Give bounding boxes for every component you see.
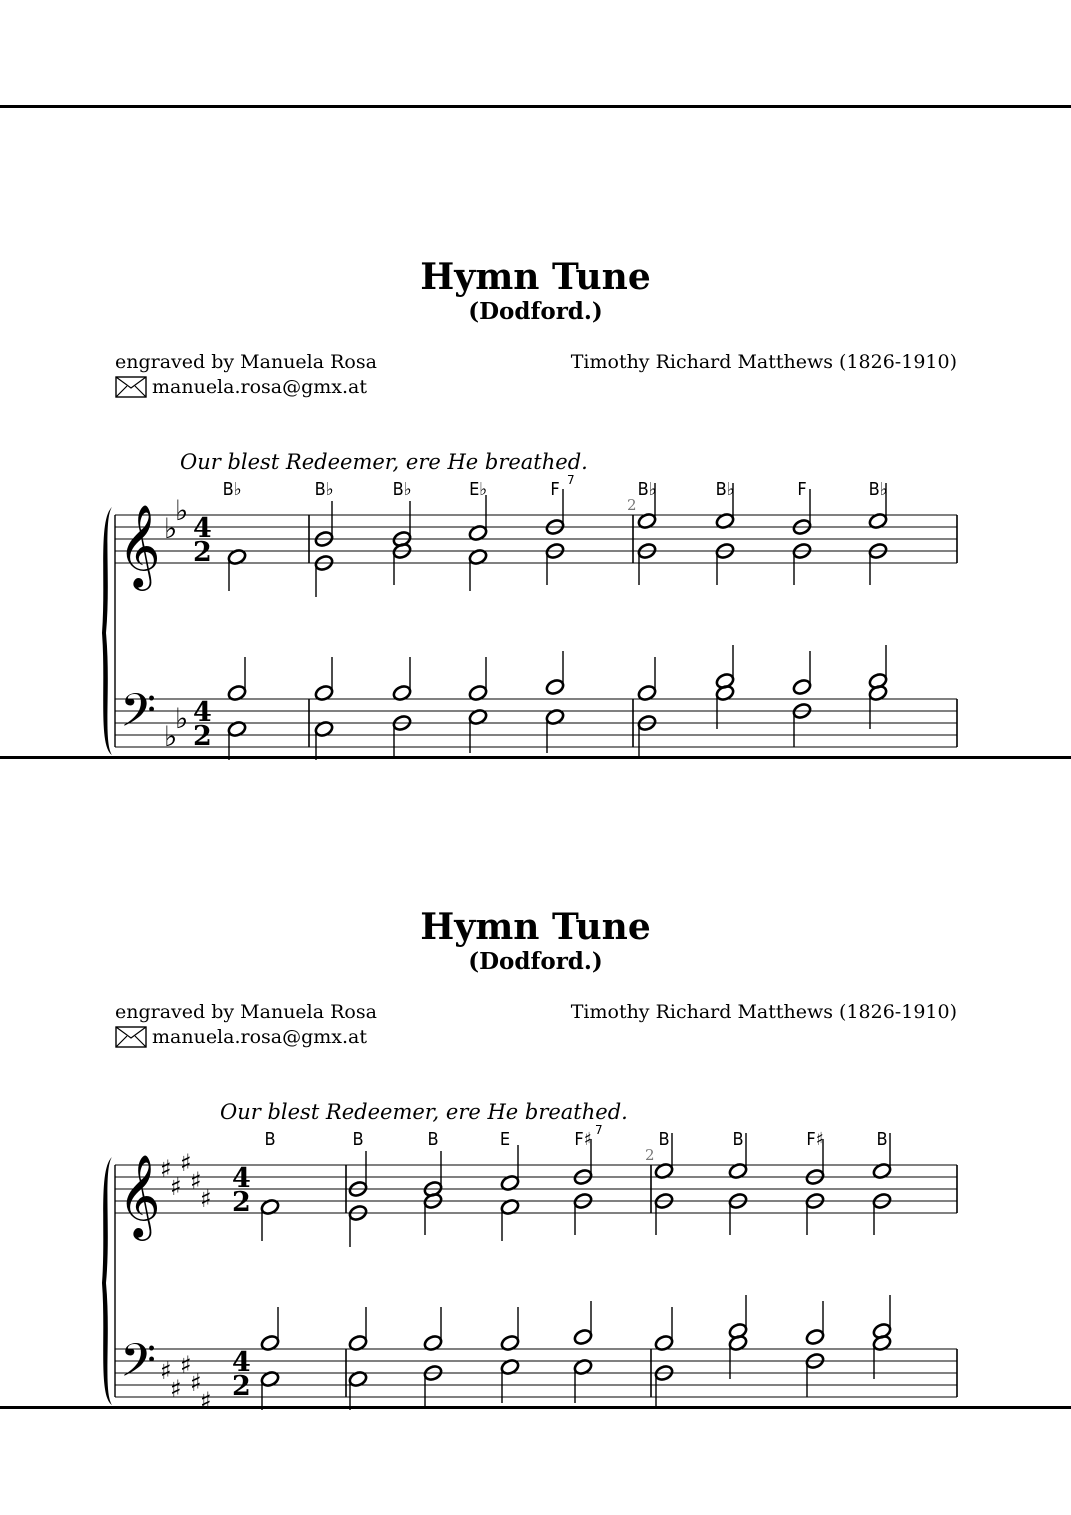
sharp-accidental: ♯ (170, 1375, 182, 1403)
lyric-text: Our blest Redeemer, ere He breathed. (220, 1100, 628, 1124)
score-title: Hymn Tune (420, 256, 651, 298)
email-address[interactable]: manuela.rosa@gmx.at (152, 1026, 368, 1048)
chord-symbol: B (352, 1129, 364, 1150)
score-section-2 (0, 760, 1071, 1410)
chord-symbol: B♭ (222, 479, 242, 500)
divider-line (0, 105, 1071, 108)
email-address[interactable]: manuela.rosa@gmx.at (152, 376, 368, 398)
sharp-accidental: ♯ (160, 1155, 172, 1183)
score-subtitle: (Dodford.) (468, 298, 603, 325)
chord-symbol: B (264, 1129, 276, 1150)
chord-symbol: F♯ (574, 1129, 592, 1150)
time-signature-top: 4 (232, 1347, 251, 1378)
chord-symbol: B (732, 1129, 744, 1150)
half-note (805, 1328, 825, 1346)
sharp-accidental: ♯ (180, 1351, 192, 1379)
music-system (0, 760, 1071, 1410)
chord-symbol: F (550, 479, 560, 500)
chord-superscript: 7 (595, 1123, 603, 1137)
lyric-text: Our blest Redeemer, ere He breathed. (180, 450, 588, 474)
flat-accidental: ♭ (164, 720, 178, 753)
chord-symbol: F♯ (806, 1129, 824, 1150)
time-signature-bottom: 2 (232, 1371, 251, 1402)
sharp-accidental: ♯ (200, 1387, 212, 1410)
time-signature-top: 4 (193, 697, 212, 728)
chord-symbol: B♭ (868, 479, 888, 500)
chord-symbol: B♭ (715, 479, 735, 500)
half-note (792, 678, 812, 696)
time-signature-top: 4 (232, 1163, 251, 1194)
time-signature-bottom: 2 (232, 1187, 251, 1218)
flat-accidental: ♭ (175, 702, 189, 735)
composer-credit: Timothy Richard Matthews (1826-1910) (570, 351, 957, 373)
half-note (573, 1328, 593, 1346)
time-signature-bottom: 2 (193, 537, 212, 568)
composer-credit: Timothy Richard Matthews (1826-1910) (570, 1001, 957, 1023)
sharp-accidental: ♯ (200, 1185, 212, 1213)
sharp-accidental: ♯ (180, 1149, 192, 1177)
flat-accidental: ♭ (164, 512, 178, 545)
score-subtitle: (Dodford.) (468, 948, 603, 975)
bass-clef: 𝄢 (120, 684, 157, 749)
music-system (0, 110, 1071, 760)
half-note (545, 678, 565, 696)
flat-accidental: ♭ (175, 494, 189, 527)
time-signature-top: 4 (193, 513, 212, 544)
chord-symbol: B (427, 1129, 439, 1150)
score-title: Hymn Tune (420, 906, 651, 948)
measure-number: 2 (645, 1146, 655, 1164)
brace (102, 507, 112, 755)
chord-superscript: 7 (567, 473, 575, 487)
engraver-credit: engraved by Manuela Rosa (115, 351, 377, 373)
engraver-credit: engraved by Manuela Rosa (115, 1001, 377, 1023)
brace (102, 1157, 112, 1405)
treble-clef: 𝄞 (118, 1153, 161, 1237)
sharp-accidental: ♯ (190, 1167, 202, 1195)
bass-clef: 𝄢 (120, 1334, 157, 1399)
treble-clef: 𝄞 (118, 503, 161, 587)
sharp-accidental: ♯ (170, 1173, 182, 1201)
time-signature-bottom: 2 (193, 721, 212, 752)
chord-symbol: B (658, 1129, 670, 1150)
sharp-accidental: ♯ (190, 1369, 202, 1397)
chord-symbol: E (499, 1129, 511, 1150)
measure-number: 2 (627, 496, 637, 514)
chord-symbol: F (797, 479, 807, 500)
score-section-1 (0, 110, 1071, 760)
chord-symbol: B (876, 1129, 888, 1150)
sharp-accidental: ♯ (160, 1357, 172, 1385)
chord-symbol: B♭ (392, 479, 412, 500)
chord-symbol: B♭ (637, 479, 657, 500)
chord-symbol: E♭ (469, 479, 487, 500)
chord-symbol: B♭ (314, 479, 334, 500)
